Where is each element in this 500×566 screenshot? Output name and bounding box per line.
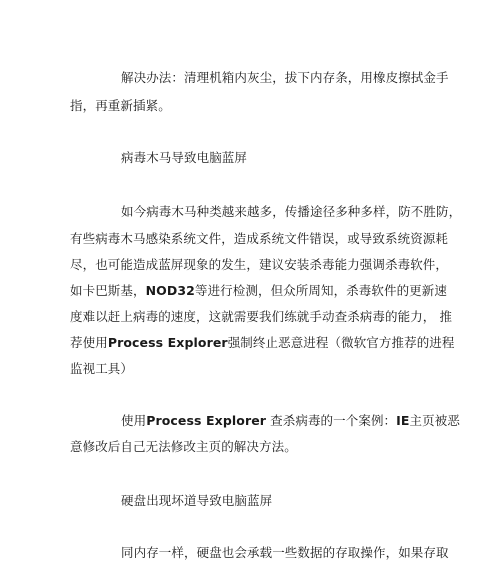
paragraph-virus-line-6 [70, 335, 455, 351]
paragraph-virus-line-4 [70, 283, 447, 299]
bold-text-process-explorer: Process Explorer [146, 413, 267, 428]
section-heading-virus: 病毒木马导致电脑蓝屏 [121, 150, 248, 165]
paragraph-harddisk-line-1: 同内存一样，硬盘也会承载一些数据的存取操作，如果存取 [121, 545, 449, 560]
paragraph-virus-line-3: 尽，也可能造成蓝屏现象的发生，建议安装杀毒能力强调杀毒软件， [70, 257, 449, 272]
paragraph-solution-line-2: 指，再重新插紧。 [70, 98, 171, 113]
paragraph-virus-line-1: 如今病毒木马种类越来越多，传播途径多种多样，防不胜防， [121, 204, 462, 219]
paragraph-virus-line-7: 监视工具） [70, 361, 134, 376]
text-run: 主页被恶 [409, 413, 460, 428]
paragraph-case-line-1 [121, 413, 460, 429]
bold-text-ie: IE [396, 413, 410, 428]
bold-text-nod32: NOD32 [145, 283, 195, 298]
text-run: 等进行检测，但众所周知，杀毒软件的更新速 [194, 283, 447, 298]
paragraph-case-line-2: 意修改后自己无法修改主页的解决方法。 [70, 439, 297, 454]
text-run: 荐使用 [70, 335, 108, 350]
text-run: 如卡巴斯基， [70, 283, 146, 298]
bold-text-process-explorer: Process Explorer [107, 335, 228, 350]
paragraph-virus-line-2: 有些病毒木马感染系统文件，造成系统文件错误，或导致系统资源耗 [70, 231, 449, 246]
text-run: 强制终止恶意进程（微软官方推荐的进程 [227, 335, 455, 350]
paragraph-solution-line-1: 解决办法：清理机箱内灰尘，拔下内存条，用橡皮擦拭金手 [121, 70, 449, 85]
paragraph-virus-line-5: 度难以赶上病毒的速度，这就需要我们练就手动查杀病毒的能力， 推 [70, 309, 453, 324]
text-run: 使用 [121, 413, 147, 428]
text-run: 查杀病毒的一个案例： [266, 413, 397, 428]
section-heading-harddisk: 硬盘出现坏道导致电脑蓝屏 [121, 493, 273, 508]
